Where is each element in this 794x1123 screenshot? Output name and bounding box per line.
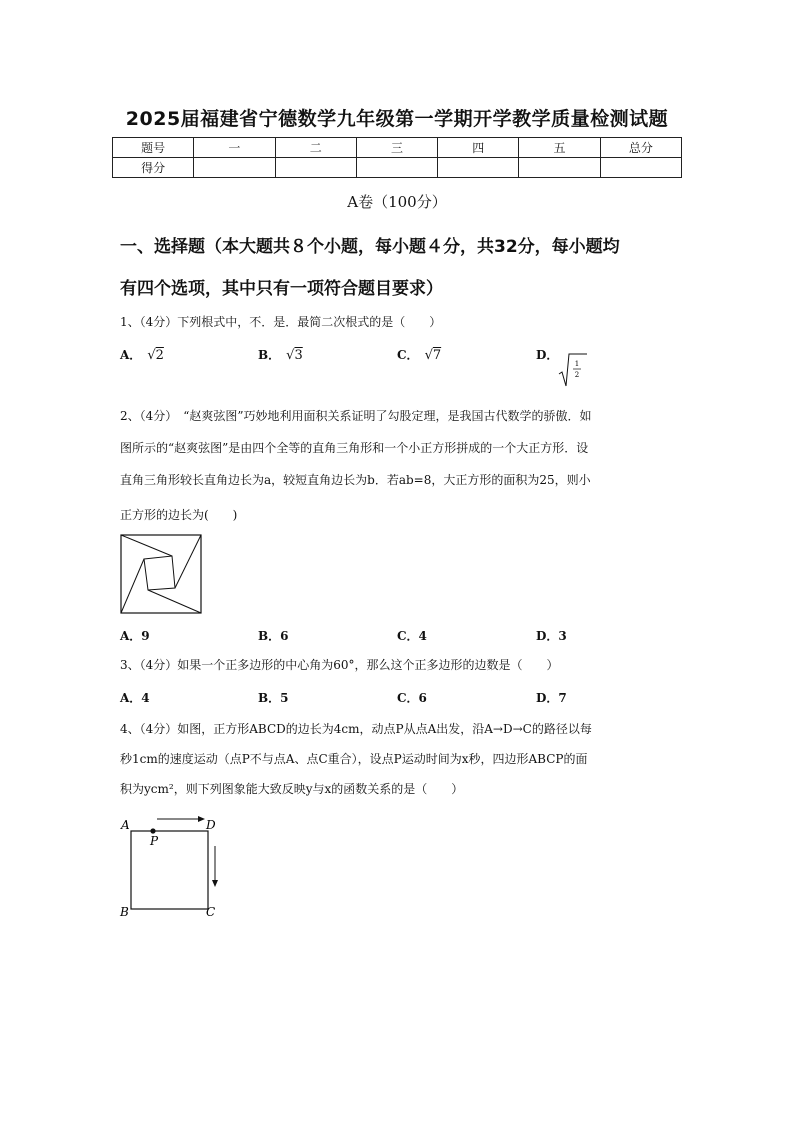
table-cell: 五 xyxy=(519,138,600,158)
option-label: B． xyxy=(258,348,281,362)
score-input-cell[interactable] xyxy=(438,158,519,178)
option-label: A． xyxy=(120,348,142,362)
score-input-cell[interactable] xyxy=(356,158,437,178)
score-table-score-row xyxy=(113,158,682,178)
part-heading-line-1: 一、选择题（本大题共８个小题，每小题４分，共32分，每小题均 xyxy=(120,237,620,257)
score-table-header-row xyxy=(113,138,682,158)
zhao-shuang-diagram xyxy=(120,534,202,614)
radicand: 3 xyxy=(294,348,303,363)
sqrt-expression: √3 xyxy=(286,348,303,363)
table-cell: 一 xyxy=(194,138,275,158)
section-label: A卷（100分） xyxy=(347,193,447,211)
question-2-line-4: 正方形的边长为( ) xyxy=(120,508,238,522)
question-2-line-2: 图所示的“赵爽弦图”是由四个全等的直角三角形和一个小正方形拼成的一个大正方形．设 xyxy=(120,441,589,455)
score-table xyxy=(112,137,682,178)
q2-option-c[interactable]: C．4 xyxy=(397,629,427,643)
q3-option-a[interactable]: A．4 xyxy=(120,691,150,705)
part-heading-line-2: 有四个选项，其中只有一项符合题目要求） xyxy=(120,279,443,299)
table-cell: 四 xyxy=(438,138,519,158)
vertex-label-d: D xyxy=(206,818,216,832)
q1-option-d[interactable] xyxy=(536,346,558,363)
table-cell: 二 xyxy=(275,138,356,158)
vertex-label-b: B xyxy=(120,905,129,919)
vertex-label-c: C xyxy=(206,905,216,919)
question-3-stem: 3、（4分）如果一个正多边形的中心角为60°，那么这个正多边形的边数是（ ） xyxy=(120,658,559,672)
sqrt-expression: √7 xyxy=(424,348,442,363)
option-label: D． xyxy=(536,348,559,362)
question-2-line-1: 2、（4分） “赵爽弦图”巧妙地利用面积关系证明了勾股定理，是我国古代数学的骄傲．如 xyxy=(120,409,592,423)
fraction-denominator: 2 xyxy=(574,371,580,379)
q3-option-d[interactable]: D．7 xyxy=(536,691,567,705)
q2-option-d[interactable]: D．3 xyxy=(536,629,567,643)
q2-option-a[interactable]: A．9 xyxy=(120,629,150,643)
option-label: C． xyxy=(397,348,419,362)
score-input-cell[interactable] xyxy=(600,158,681,178)
score-input-cell[interactable] xyxy=(519,158,600,178)
table-cell: 三 xyxy=(356,138,437,158)
point-label-p: P xyxy=(150,834,159,848)
vertex-label-a: A xyxy=(121,818,130,832)
question-4-line-1: 4、（4分）如图，正方形ABCD的边长为4cm，动点P从点A出发，沿A→D→C的路径以每 xyxy=(120,722,592,736)
q1-option-b[interactable] xyxy=(258,346,303,363)
q1-option-a[interactable] xyxy=(120,346,164,363)
question-4-line-3: 积为ycm²，则下列图象能大致反映y与x的函数关系的是（ ） xyxy=(120,782,464,796)
sqrt-expression: √2 xyxy=(147,348,164,363)
score-input-cell[interactable] xyxy=(194,158,275,178)
radicand: 2 xyxy=(155,348,164,363)
page-title: 2025届福建省宁德数学九年级第一学期开学教学质量检测试题 xyxy=(125,108,669,130)
radicand: 7 xyxy=(432,348,442,363)
q1-option-c[interactable] xyxy=(397,346,441,363)
fraction-numerator: 1 xyxy=(574,360,580,368)
question-1-stem: 1、（4分）下列根式中，不．是．最简二次根式的是（ ） xyxy=(120,315,442,329)
table-cell: 总分 xyxy=(600,138,681,158)
q2-option-b[interactable]: B．6 xyxy=(258,629,289,643)
q3-option-b[interactable]: B．5 xyxy=(258,691,289,705)
table-cell: 得分 xyxy=(113,158,194,178)
sqrt-fraction-expression xyxy=(558,352,588,388)
square-abcd-figure xyxy=(115,810,225,922)
score-input-cell[interactable] xyxy=(275,158,356,178)
question-4-line-2: 秒1cm的速度运动（点P不与点A、点C重合），设点P运动时间为x秒，四边形ABCP的面 xyxy=(120,752,588,766)
table-cell: 题号 xyxy=(113,138,194,158)
question-2-line-3: 直角三角形较长直角边长为a，较短直角边长为b．若ab=8，大正方形的面积为25，则小 xyxy=(120,473,591,487)
q3-option-c[interactable]: C．6 xyxy=(397,691,427,705)
